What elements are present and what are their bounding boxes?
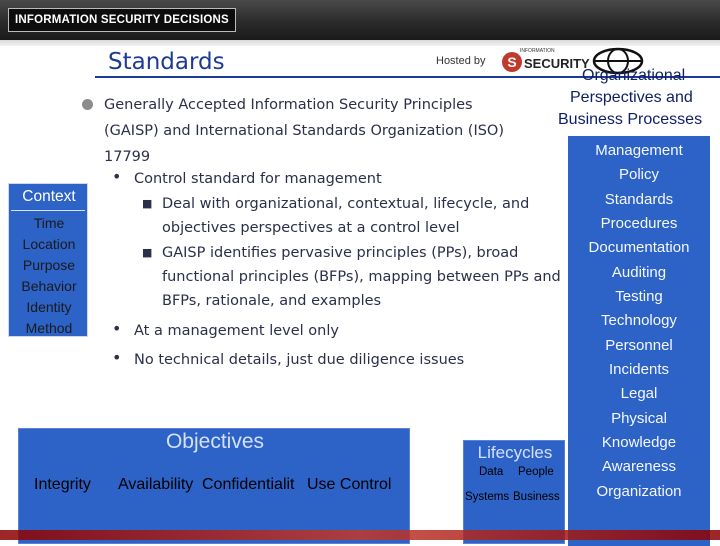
- org-item: Auditing: [611, 263, 667, 281]
- org-item: Documentation: [588, 239, 690, 257]
- bullet-no-technical-text: No technical details, just due diligence issues: [134, 352, 465, 368]
- bullet-dot-icon: [82, 99, 93, 110]
- bullet-management-level-text: At a management level only: [134, 323, 339, 339]
- org-item: Policy: [618, 166, 659, 184]
- brand-logo: INFORMATION SECURITY DECISIONS: [8, 8, 236, 32]
- context-panel: [8, 183, 88, 337]
- objective-item: Confidentialit: [202, 476, 295, 493]
- objective-item: Use Control: [307, 476, 392, 493]
- svg-text:S: S: [507, 54, 517, 70]
- org-header: [560, 64, 720, 134]
- lifecycle-item: People: [518, 466, 554, 478]
- org-list: [568, 139, 710, 504]
- org-item: Incidents: [608, 361, 670, 379]
- org-item: Physical: [611, 409, 667, 427]
- slide-title: Standards: [108, 49, 225, 75]
- org-panel: [568, 136, 710, 546]
- context-item: Purpose: [22, 257, 76, 273]
- org-item: Management: [595, 142, 683, 159]
- context-item: Time: [33, 215, 65, 231]
- lifecycle-item: Data: [479, 466, 504, 478]
- lifecycles-title: Lifecycles: [477, 443, 553, 462]
- org-item: Knowledge: [601, 434, 677, 452]
- org-item: Procedures: [600, 215, 678, 233]
- lifecycles-panel: [463, 440, 565, 544]
- objectives-panel: [18, 428, 410, 544]
- org-item: Awareness: [602, 458, 676, 476]
- org-item: Standards: [604, 190, 674, 208]
- context-item: Location: [22, 236, 76, 252]
- org-header-line: Organizational: [582, 67, 686, 84]
- objective-item: Integrity: [34, 476, 91, 493]
- org-item: Legal: [620, 385, 658, 403]
- context-list: [9, 213, 89, 339]
- objectives-title: Objectives: [165, 430, 265, 453]
- context-divider: [11, 210, 85, 211]
- lifecycle-item: Systems: [465, 491, 510, 503]
- bullet-dot-icon: •: [112, 319, 122, 338]
- org-item: Organization: [596, 482, 682, 500]
- square-bullet-icon: ■: [142, 197, 153, 210]
- bullet-dot-icon: •: [112, 348, 122, 367]
- context-item: Identity: [26, 299, 72, 315]
- bullet-control-standard-text: Control standard for management: [134, 171, 382, 187]
- org-header-line: Perspectives and: [570, 89, 693, 106]
- header-strip: [0, 40, 720, 46]
- host-logo-small-text: INFORMATION: [520, 48, 555, 54]
- square-bullet-icon: ■: [142, 246, 153, 259]
- bullet-dot-icon: •: [112, 167, 122, 186]
- context-title: Context: [22, 188, 76, 205]
- context-item: Method: [25, 320, 73, 336]
- host-logo-text: SECURITY: [524, 56, 590, 71]
- bottom-accent-line: [0, 530, 720, 540]
- lifecycle-item: Business: [513, 491, 560, 503]
- hosted-by-label: Hosted by: [436, 55, 486, 67]
- org-item: Testing: [615, 288, 663, 306]
- context-item: Behavior: [21, 278, 77, 294]
- bullet-gaisp-text: Generally Accepted Information Security Principles (GAISP) and International Standards Organization (ISO) 17799: [104, 97, 504, 165]
- bullet-sub-gaisp-text: GAISP identifies pervasive principles (PPs), broad functional principles (BFPs), mapping between PPs and BFPs, rationale, and examples: [162, 245, 561, 309]
- bullet-sub-deal-text: Deal with organizational, contextual, lifecycle, and objectives perspectives at a control level: [162, 196, 530, 236]
- org-item: Personnel: [605, 336, 673, 354]
- org-header-line: Business Processes: [558, 111, 703, 128]
- objective-item: Availability: [118, 476, 194, 493]
- org-item: Technology: [601, 312, 677, 330]
- header-bar: [0, 0, 720, 40]
